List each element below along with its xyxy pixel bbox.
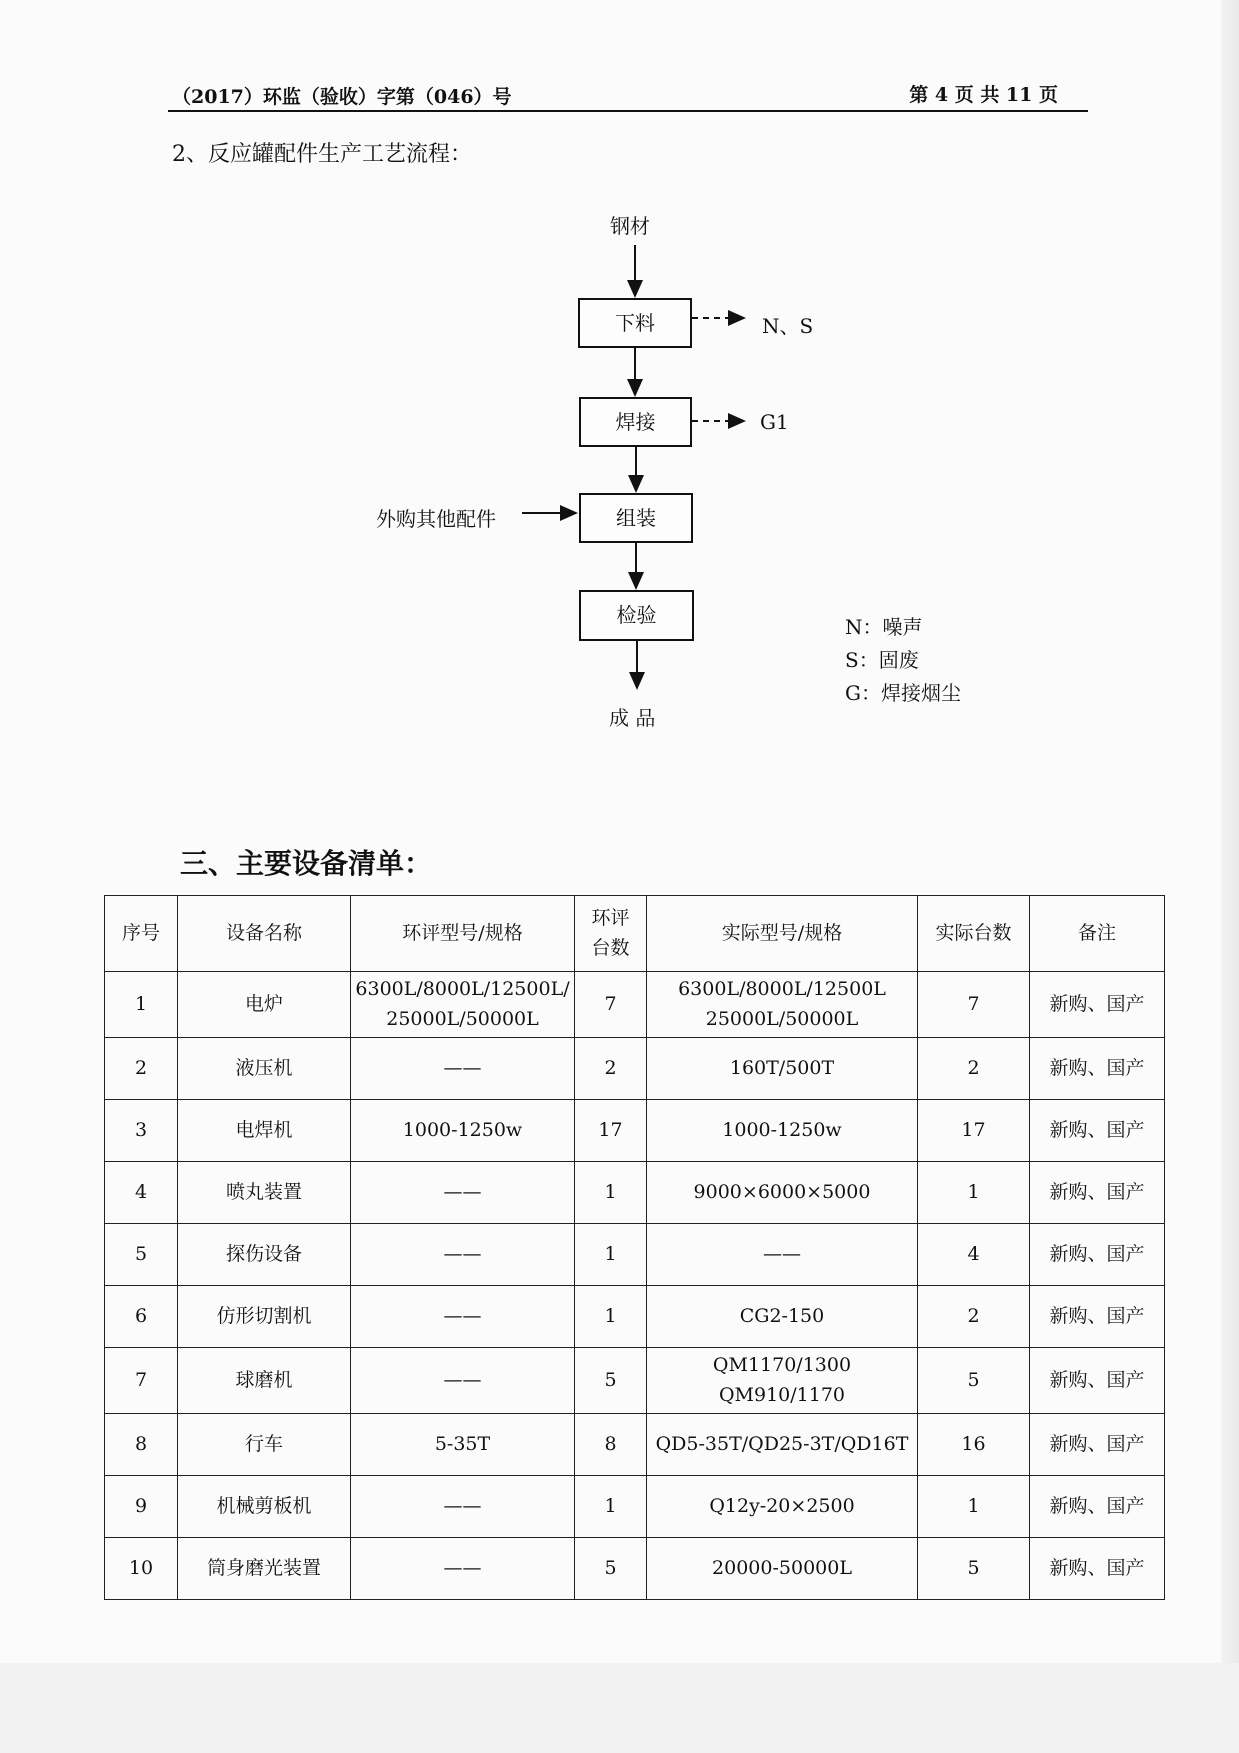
cell-actual-spec — [647, 1538, 918, 1600]
cell-note: 新购、国产 — [1030, 972, 1165, 1038]
cell-actual-spec — [647, 1224, 918, 1286]
cell-no: 10 — [105, 1538, 178, 1600]
flowchart-connectors — [0, 0, 1239, 760]
cell-actual-qty: 1 — [918, 1476, 1030, 1538]
cell-name: 球磨机 — [178, 1348, 351, 1414]
cell-actual-spec — [647, 1414, 918, 1476]
cell-actual-qty: 4 — [918, 1224, 1030, 1286]
col-header-eia-qty — [575, 896, 647, 972]
cell-eia-qty: 5 — [575, 1538, 647, 1600]
cell-actual-qty: 5 — [918, 1538, 1030, 1600]
cell-eia-spec — [351, 1038, 575, 1100]
cell-actual-spec-line: QD5-35T/QD25-3T/QD16T — [655, 1432, 909, 1455]
cell-no: 1 — [105, 972, 178, 1038]
cell-note: 新购、国产 — [1030, 1348, 1165, 1414]
cell-eia-spec — [351, 1414, 575, 1476]
doc-number: （2017）环监（验收）字第（046）号 — [172, 86, 512, 108]
cell-actual-qty: 16 — [918, 1414, 1030, 1476]
cell-no: 6 — [105, 1286, 178, 1348]
cell-actual-qty: 1 — [918, 1162, 1030, 1224]
cell-eia-qty: 5 — [575, 1348, 647, 1414]
cell-note: 新购、国产 — [1030, 1538, 1165, 1600]
col-header-eia-spec: 环评型号/规格 — [351, 896, 575, 972]
table-row — [105, 1348, 1165, 1414]
table-body — [105, 972, 1165, 1600]
cell-no: 9 — [105, 1476, 178, 1538]
cell-eia-spec-line: 1000-1250w — [402, 1118, 523, 1141]
cell-no: 3 — [105, 1100, 178, 1162]
cell-actual-qty: 17 — [918, 1100, 1030, 1162]
flow-step-inspection — [579, 590, 694, 641]
cell-actual-spec-line: —— — [763, 1242, 801, 1265]
cell-name: 仿形切割机 — [178, 1286, 351, 1348]
cell-eia-spec — [351, 1100, 575, 1162]
process-flowchart — [0, 0, 1239, 760]
flow-step-label: 焊接 — [615, 410, 656, 434]
cell-actual-spec — [647, 1476, 918, 1538]
cell-eia-spec-line: 25000L/50000L — [386, 1007, 539, 1030]
cell-actual-spec-line: 160T/500T — [729, 1056, 835, 1079]
col-header-actual-spec: 实际型号/规格 — [647, 896, 918, 972]
cell-actual-spec — [647, 1038, 918, 1100]
cell-eia-qty: 1 — [575, 1162, 647, 1224]
cell-actual-spec-line: 9000×6000×5000 — [693, 1180, 871, 1203]
cell-name: 喷丸装置 — [178, 1162, 351, 1224]
col-header-eia-qty-line: 台数 — [591, 936, 630, 959]
cell-name: 液压机 — [178, 1038, 351, 1100]
cell-actual-spec-line: QM1170/1300 — [712, 1354, 852, 1377]
cell-actual-spec-line: 20000-50000L — [712, 1556, 852, 1579]
cell-note: 新购、国产 — [1030, 1286, 1165, 1348]
cell-eia-spec-line: —— — [443, 1304, 482, 1327]
cell-no: 2 — [105, 1038, 178, 1100]
cell-eia-spec — [351, 1476, 575, 1538]
cell-eia-spec-line: —— — [443, 1056, 482, 1079]
cell-no: 7 — [105, 1348, 178, 1414]
equipment-table — [104, 895, 1165, 1600]
cell-eia-spec — [351, 972, 575, 1038]
flow-legend-solid-waste: S：固废 — [845, 648, 919, 672]
cell-note: 新购、国产 — [1030, 1224, 1165, 1286]
cell-actual-spec-line: 6300L/8000L/12500L — [678, 978, 886, 1001]
flow-step-assembly — [579, 493, 693, 543]
scan-bottom-edge — [0, 1663, 1239, 1753]
flow-step-welding — [579, 397, 692, 447]
cell-actual-spec-line: QM910/1170 — [718, 1383, 846, 1406]
table-row — [105, 1162, 1165, 1224]
cell-actual-spec — [647, 1348, 918, 1414]
cell-eia-spec-line: 5-35T — [434, 1432, 491, 1455]
flow-input-label: 钢材 — [610, 214, 650, 238]
flow-emission-1: N、S — [762, 314, 814, 338]
col-header-name: 设备名称 — [178, 896, 351, 972]
cell-eia-spec — [351, 1162, 575, 1224]
table-row — [105, 1414, 1165, 1476]
cell-eia-spec — [351, 1348, 575, 1414]
cell-actual-spec-line: Q12y-20×2500 — [709, 1494, 855, 1517]
cell-no: 4 — [105, 1162, 178, 1224]
table-row — [105, 1538, 1165, 1600]
cell-eia-qty: 17 — [575, 1100, 647, 1162]
cell-actual-qty: 7 — [918, 972, 1030, 1038]
flow-step-label: 组装 — [616, 506, 656, 530]
flow-output-label: 成 品 — [609, 706, 656, 730]
flow-step-cutting — [578, 298, 692, 348]
table-row — [105, 972, 1165, 1038]
cell-actual-spec — [647, 1100, 918, 1162]
table-header-row — [105, 896, 1165, 972]
cell-no: 8 — [105, 1414, 178, 1476]
cell-eia-qty: 1 — [575, 1286, 647, 1348]
table-row — [105, 1476, 1165, 1538]
cell-name: 电炉 — [178, 972, 351, 1038]
table-row — [105, 1100, 1165, 1162]
table-row — [105, 1286, 1165, 1348]
cell-note: 新购、国产 — [1030, 1038, 1165, 1100]
col-header-no: 序号 — [105, 896, 178, 972]
cell-eia-spec-line: —— — [443, 1494, 482, 1517]
table-row — [105, 1224, 1165, 1286]
col-header-actual-qty: 实际台数 — [918, 896, 1030, 972]
cell-name: 行车 — [178, 1414, 351, 1476]
cell-eia-qty: 1 — [575, 1224, 647, 1286]
cell-name: 筒身磨光装置 — [178, 1538, 351, 1600]
cell-actual-qty: 2 — [918, 1038, 1030, 1100]
table-row — [105, 1038, 1165, 1100]
cell-eia-qty: 1 — [575, 1476, 647, 1538]
cell-eia-qty: 2 — [575, 1038, 647, 1100]
cell-actual-spec — [647, 1286, 918, 1348]
col-header-note: 备注 — [1030, 896, 1165, 972]
cell-actual-spec-line: 1000-1250w — [722, 1118, 842, 1141]
cell-name: 探伤设备 — [178, 1224, 351, 1286]
cell-eia-spec-line: —— — [443, 1180, 482, 1203]
flow-step-label: 检验 — [616, 603, 657, 627]
cell-eia-spec-line: —— — [443, 1368, 482, 1391]
cell-note: 新购、国产 — [1030, 1414, 1165, 1476]
flow-side-input: 外购其他配件 — [376, 507, 496, 531]
flow-step-label: 下料 — [615, 311, 655, 335]
flow-legend-welding-fume: G：焊接烟尘 — [845, 681, 961, 705]
cell-eia-spec-line: 6300L/8000L/12500L/ — [355, 978, 570, 1001]
cell-actual-spec — [647, 972, 918, 1038]
cell-actual-qty: 5 — [918, 1348, 1030, 1414]
cell-actual-spec-line: CG2-150 — [739, 1304, 825, 1327]
cell-note: 新购、国产 — [1030, 1162, 1165, 1224]
cell-eia-qty: 8 — [575, 1414, 647, 1476]
cell-note: 新购、国产 — [1030, 1476, 1165, 1538]
process-section-title: 2、反应罐配件生产工艺流程： — [172, 142, 472, 167]
cell-actual-spec — [647, 1162, 918, 1224]
cell-no: 5 — [105, 1224, 178, 1286]
cell-eia-spec — [351, 1224, 575, 1286]
cell-name: 机械剪板机 — [178, 1476, 351, 1538]
cell-eia-spec — [351, 1286, 575, 1348]
cell-eia-qty: 7 — [575, 972, 647, 1038]
cell-actual-spec-line: 25000L/50000L — [705, 1007, 859, 1030]
flow-emission-2: G1 — [760, 410, 789, 434]
cell-actual-qty: 2 — [918, 1286, 1030, 1348]
cell-name: 电焊机 — [178, 1100, 351, 1162]
cell-eia-spec-line: —— — [443, 1556, 482, 1579]
cell-eia-spec-line: —— — [443, 1242, 482, 1265]
equipment-section-title: 三、主要设备清单： — [180, 847, 433, 880]
page-info: 第 4 页 共 11 页 — [909, 84, 1058, 106]
cell-note: 新购、国产 — [1030, 1100, 1165, 1162]
cell-eia-spec — [351, 1538, 575, 1600]
flow-legend-noise: N：噪声 — [845, 615, 923, 639]
col-header-eia-qty-line: 环评 — [591, 907, 630, 930]
